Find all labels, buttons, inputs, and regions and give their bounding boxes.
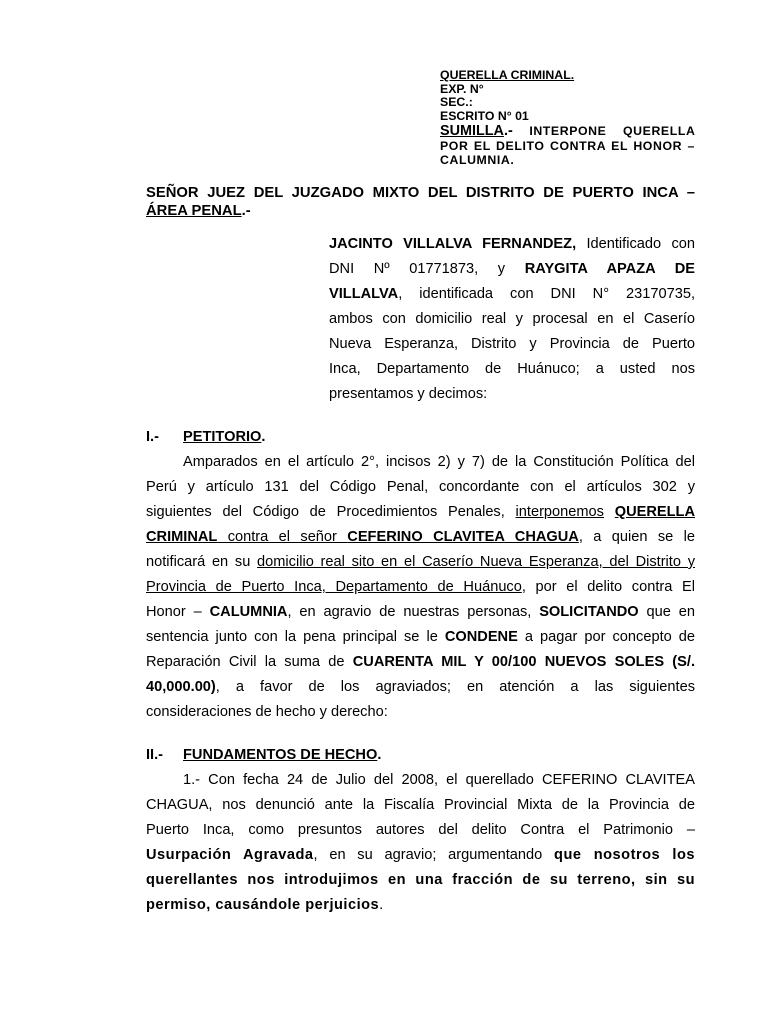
sumilla-line-3: CALUMNIA. xyxy=(440,152,515,167)
paragraph-line: Honor – CALUMNIA, en agravio de nuestras personas, SOLICITANDO que en xyxy=(146,604,695,620)
section-paragraph xyxy=(146,768,695,918)
paragraph-line: CHAGUA, nos denunció ante la Fiscalía Provincial Mixta de la Provincia de xyxy=(146,797,695,813)
section-number: I.- xyxy=(146,429,159,445)
paragraph-line: Usurpación Agravada, en su agravio; argumentando que nosotros los xyxy=(146,847,695,863)
paragraph-line: sentencia junto con la pena principal se le CONDENE a pagar por concepto de xyxy=(146,629,695,645)
intro-line: Nueva Esperanza, Distrito y Provincia de Puerto xyxy=(329,336,695,352)
header-title: QUERELLA CRIMINAL. xyxy=(440,68,575,82)
intro-line: ambos con domicilio real y procesal en el Caserío xyxy=(329,311,695,327)
address-line-1: SEÑOR JUEZ DEL JUZGADO MIXTO DEL DISTRITO DE PUERTO INCA – xyxy=(146,185,695,201)
paragraph-line: consideraciones de hecho y derecho: xyxy=(146,704,388,720)
paragraph-line: querellantes nos introdujimos en una fracción de su terreno, sin su xyxy=(146,872,695,888)
section-title: FUNDAMENTOS DE HECHO xyxy=(183,747,378,763)
plaintiffs-introduction xyxy=(329,232,695,407)
sumilla-line-1: INTERPONE QUERELLA xyxy=(529,124,695,139)
paragraph-line: CRIMINAL contra el señor CEFERINO CLAVITEA CHAGUA, a quien se le xyxy=(146,529,696,545)
address-tail: .- xyxy=(241,203,251,219)
paragraph-line: 1.- Con fecha 24 de Julio del 2008, el querellado CEFERINO CLAVITEA xyxy=(183,772,695,788)
section-title: PETITORIO xyxy=(183,429,262,445)
sumilla-separator: .- xyxy=(503,123,513,140)
section-number: II.- xyxy=(146,747,164,763)
paragraph-line: notificará en su domicilio real sito en el Caserío Nueva Esperanza, del Distrito y xyxy=(146,554,695,570)
paragraph-line: Reparación Civil la suma de CUARENTA MIL Y 00/100 NUEVOS SOLES (S/. xyxy=(146,654,696,670)
section-heading: I.- PETITORIO. xyxy=(146,425,695,450)
sumilla-label: SUMILLA xyxy=(440,123,504,140)
header-sec: SEC.: xyxy=(440,95,473,110)
intro-line: DNI Nº 01771873, y RAYGITA APAZA DE xyxy=(329,261,695,277)
intro-line: VILLALVA, identificada con DNI N° 23170735, xyxy=(329,286,695,302)
paragraph-line: Provincia de Puerto Inca, Departamento de Huánuco, por el delito contra El xyxy=(146,579,695,595)
address-area: ÁREA PENAL xyxy=(146,203,242,219)
intro-line: presentamos y decimos: xyxy=(329,386,488,402)
intro-line: Inca, Departamento de Huánuco; a usted nos xyxy=(329,361,695,377)
judge-address xyxy=(146,184,695,220)
section-heading: II.- FUNDAMENTOS DE HECHO. xyxy=(146,743,695,768)
paragraph-line: permiso, causándole perjuicios. xyxy=(146,897,384,913)
sumilla xyxy=(440,124,695,167)
paragraph-line: Perú y artículo 131 del Código Penal, concordante con el artículos 302 y xyxy=(146,479,695,495)
paragraph-line: Puerto Inca, como presuntos autores del delito Contra el Patrimonio – xyxy=(146,822,695,838)
section-fundamentos xyxy=(146,743,695,918)
document-header xyxy=(440,69,695,167)
intro-line: JACINTO VILLALVA FERNANDEZ, Identificado con xyxy=(329,236,695,252)
header-escrito: ESCRITO N° 01 xyxy=(440,108,529,123)
sumilla-line-2: POR EL DELITO CONTRA EL HONOR – xyxy=(440,138,695,153)
paragraph-line: 40,000.00), a favor de los agraviados; en atención a las siguientes xyxy=(146,679,695,695)
paragraph-line: siguientes del Código de Procedimientos Penales, interponemos QUERELLA xyxy=(146,504,695,520)
header-exp: EXP. N° xyxy=(440,81,484,96)
section-petitorio xyxy=(146,425,695,725)
paragraph-line: Amparados en el artículo 2°, incisos 2) y 7) de la Constitución Política del xyxy=(183,454,695,470)
section-paragraph xyxy=(146,450,695,725)
